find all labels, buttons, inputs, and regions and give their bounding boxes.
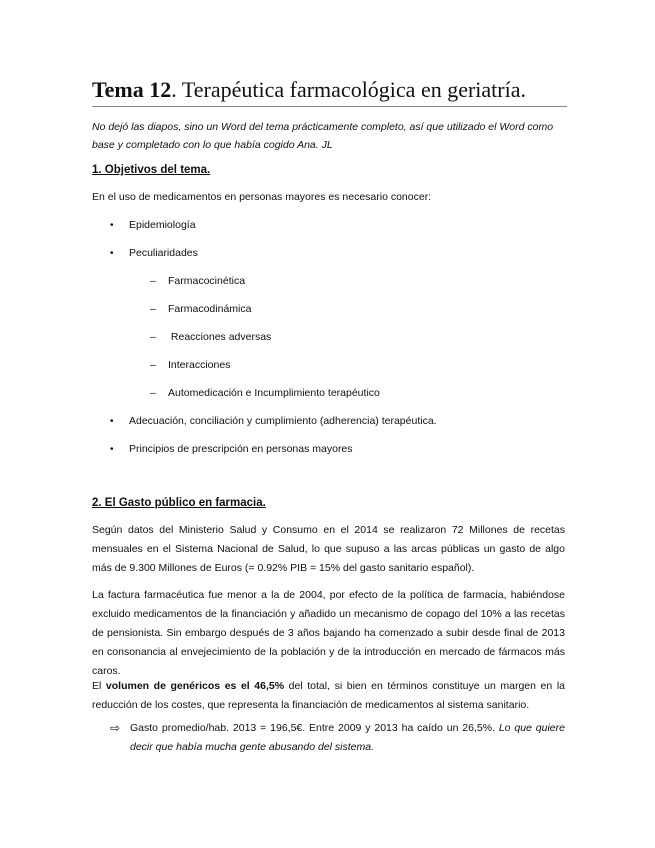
sub-list-item xyxy=(150,386,380,400)
section-2-paragraph-1: Según datos del Ministerio Salud y Consumo en el 2014 se realizaron 72 Millones de recetas mensuales en el Sistema Nacional de Salud, lo que supuso a las arcas públicas un gasto de algo más de 9.300 Millones de Euros (= 0.92% PIB = 15% del gasto sanitario español). xyxy=(92,524,565,574)
list-item-text: Peculiaridades xyxy=(129,247,198,259)
sub-list-item xyxy=(150,330,271,344)
dash-icon: – xyxy=(150,359,156,371)
arrow-list-item xyxy=(110,719,565,757)
paragraph-3-rest: del total, si bien en términos constituye un margen en la reducción de los costes, que representa la financiación de medicamentos al sistema sanitario. xyxy=(92,680,565,711)
section-2-paragraph-2: La factura farmacéutica fue menor a la de 2004, por efecto de la política de farmacia, habiéndose excluido medicamentos de la financiación y añadido un mecanismo de copago del 10% a las recetas de pensionista. Sin embargo después de 3 años bajando ha comenzado a subir desde final de 2013 en consonancia al envejecimiento de la población y de la introducción en mercado de fármacos más caros. xyxy=(92,589,565,677)
arrow-right-icon: ⇨ xyxy=(110,721,121,735)
sub-list-item-text: Farmacocinética xyxy=(168,275,246,287)
arrow-item-text: Gasto promedio/hab. 2013 = 196,5€. Entre 2009 y 2013 ha caído un 26,5%. xyxy=(130,722,499,734)
section-1-heading: 1. Objetivos del tema. xyxy=(92,164,211,176)
sub-list-item-text: Farmacodinámica xyxy=(168,303,252,315)
list-item-text: Adecuación, conciliación y cumplimiento (adherencia) terapéutica. xyxy=(129,415,437,427)
list-item-text: Epidemiología xyxy=(129,219,196,231)
arrow-item-comment: Lo que quiere decir que había mucha gente abusando del sistema. xyxy=(130,722,565,753)
dash-icon: – xyxy=(150,331,156,343)
list-item xyxy=(110,442,353,457)
list-item xyxy=(110,246,198,261)
section-2-paragraph-3 xyxy=(92,677,565,715)
bullet-icon: • xyxy=(110,444,114,455)
sub-list-item xyxy=(150,302,251,316)
bullet-icon: • xyxy=(110,220,114,231)
bullet-icon: • xyxy=(110,416,114,427)
generics-highlight: volumen de genéricos es el 46,5% xyxy=(105,680,285,692)
sub-list-item-text: Interacciones xyxy=(168,359,231,371)
title-underline xyxy=(92,106,567,107)
dash-icon: – xyxy=(150,387,156,399)
list-item xyxy=(110,218,196,233)
list-item xyxy=(110,414,437,429)
title-number: Tema 12 xyxy=(92,77,172,102)
author-note: No dejó las diapos, sino un Word del tema prácticamente completo, así que utilizado el Word como base y completado con lo que había cogido Ana. JL xyxy=(92,121,554,151)
paragraph-3-prefix: El xyxy=(92,680,106,692)
bullet-icon: • xyxy=(110,248,114,259)
dash-icon: – xyxy=(150,303,156,315)
sub-list-item-text: Automedicación e Incumplimiento terapéutico xyxy=(168,387,380,399)
sub-list-item xyxy=(150,358,230,372)
title-text: . Terapéutica farmacológica en geriatría. xyxy=(171,77,526,102)
page-title xyxy=(92,76,567,104)
section-1-intro: En el uso de medicamentos en personas mayores es necesario conocer: xyxy=(92,191,432,203)
section-2-heading: 2. El Gasto público en farmacia. xyxy=(92,497,266,509)
sub-list-item xyxy=(150,274,245,288)
list-item-text: Principios de prescripción en personas mayores xyxy=(129,443,353,455)
dash-icon: – xyxy=(150,275,156,287)
sub-list-item-text: Reacciones adversas xyxy=(168,331,272,343)
